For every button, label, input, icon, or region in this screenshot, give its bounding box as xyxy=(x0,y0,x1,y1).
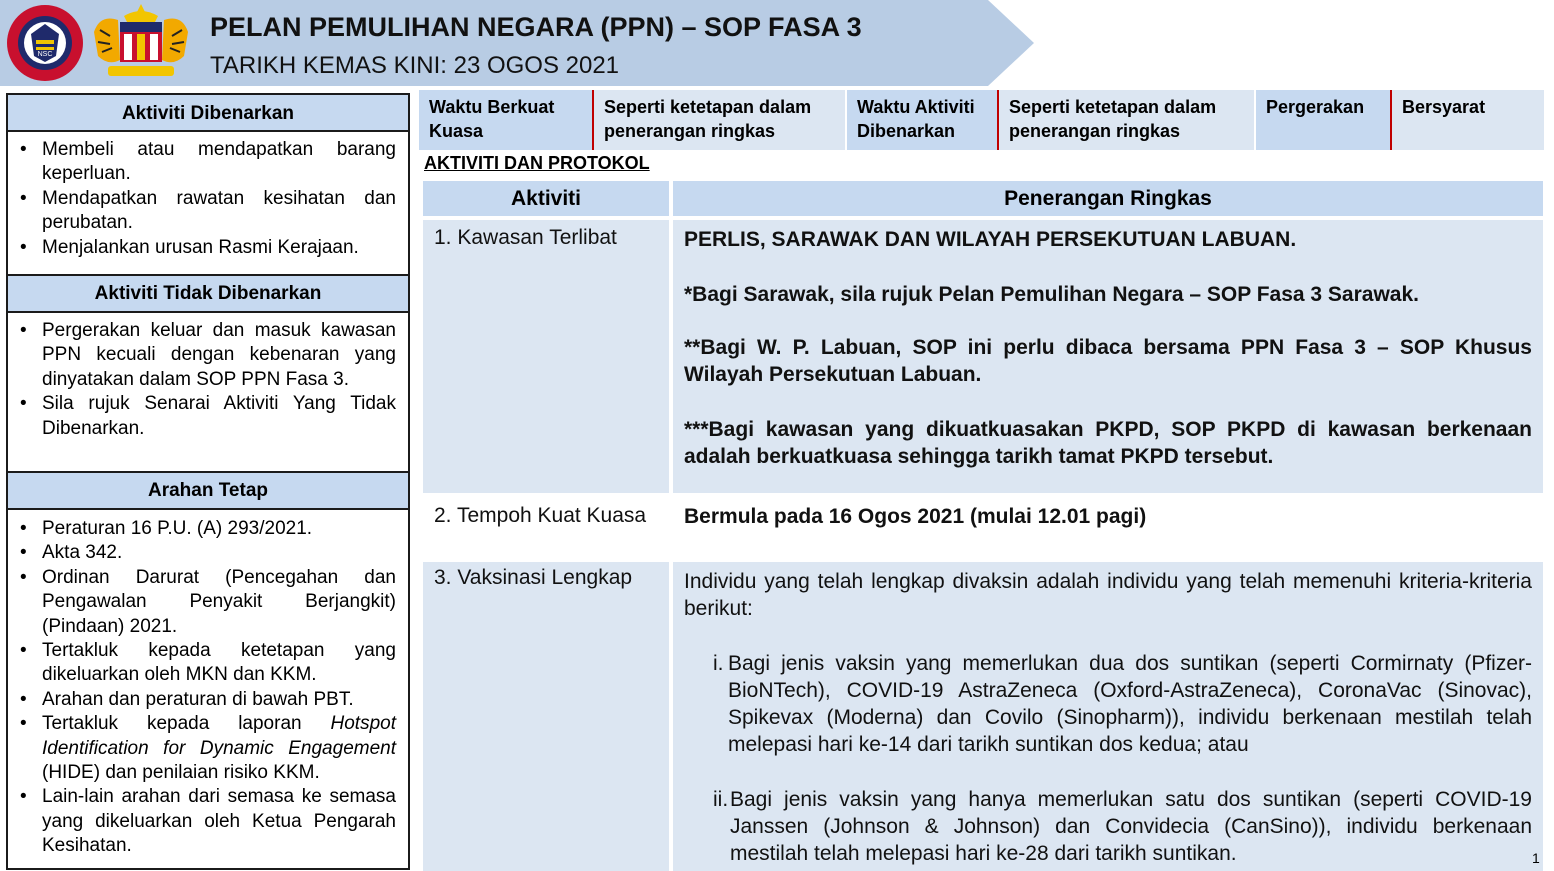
section-title: AKTIVITI DAN PROTOKOL xyxy=(424,153,650,173)
svg-text:NSC: NSC xyxy=(37,51,53,58)
list-item: • Peraturan 16 P.U. (A) 293/2021. xyxy=(8,517,408,541)
aktiviti-dibenarkan-heading: Aktiviti Dibenarkan xyxy=(8,95,408,132)
table-row xyxy=(423,562,669,871)
waktu-aktiviti-value: Seperti ketetapan dalam penerangan ringkas xyxy=(999,90,1254,150)
roman-i: i. xyxy=(713,652,724,675)
waktu-aktiviti-label: Waktu Aktiviti Dibenarkan xyxy=(847,90,997,150)
kawasan-list: PERLIS, SARAWAK DAN WILAYAH PERSEKUTUAN LABUAN. xyxy=(684,228,1297,251)
vaksin-dua-dos: Bagi jenis vaksin yang memerlukan dua dos suntikan (seperti Cormirnaty (Pfizer-BioNTech), COVID-19 AstraZeneca (Oxford-AstraZeneca), CoronaVac (Sinovac), Spikevax (Moderna) dan Covilo (Sinopharm)), individu berkenaan mestilah telah melepasi hari ke-14 dari tarikh suntikan dos kedua; atau xyxy=(728,652,1532,756)
list-item-hide: • Tertakluk kepada laporan Hotspot Identification for Dynamic Engagement (HIDE) dan penilaian risiko KKM. xyxy=(8,712,408,785)
note-pkpd: ***Bagi kawasan yang dikuatkuasakan PKPD, SOP PKPD di kawasan berkenaan adalah berkuatkuasa sehingga tarikh tamat PKPD tersebut. xyxy=(684,418,1532,468)
aktiviti-dibenarkan-list xyxy=(8,138,408,260)
list-item: • Arahan dan peraturan di bawah PBT. xyxy=(8,688,408,712)
row-label-tempoh: 2. Tempoh Kuat Kuasa xyxy=(434,504,647,527)
waktu-berkuat-kuasa-label: Waktu Berkuat Kuasa xyxy=(419,90,592,150)
tempoh-value: Bermula pada 16 Ogos 2021 (mulai 12.01 pagi) xyxy=(684,505,1147,528)
nsc-logo xyxy=(6,4,84,82)
list-item: • Tertakluk kepada ketetapan yang dikeluarkan oleh MKN dan KKM. xyxy=(8,639,408,688)
list-item: • Ordinan Darurat (Pencegahan dan Pengawalan Penyakit Berjangkit) (Pindaan) 2021. xyxy=(8,566,408,639)
vaksin-satu-dos: Bagi jenis vaksin yang hanya memerlukan satu dos suntikan (seperti COVID-19 Janssen (Johnson & Johnson) dan Convidecia (CanSino)), individu berkenaan mestilah telah melepasi hari ke-28 dari tarikh suntikan. xyxy=(730,788,1532,865)
row-label-kawasan: 1. Kawasan Terlibat xyxy=(434,226,617,249)
page-number: 1 xyxy=(1532,850,1540,866)
arahan-tetap-heading: Arahan Tetap xyxy=(8,473,408,510)
hide-italic-text: Hotspot Identification for Dynamic Engagement xyxy=(42,713,396,759)
list-item: • Sila rujuk Senarai Aktiviti Yang Tidak Dibenarkan. xyxy=(8,392,408,441)
list-item: • Lain-lain arahan dari semasa ke semasa yang dikeluarkan oleh Ketua Pengarah Kesihatan. xyxy=(8,785,408,858)
note-sarawak: *Bagi Sarawak, sila rujuk Pelan Pemulihan Negara – SOP Fasa 3 Sarawak. xyxy=(684,283,1419,306)
update-date: TARIKH KEMAS KINI: 23 OGOS 2021 xyxy=(210,52,620,79)
row-label-vaksinasi: 3. Vaksinasi Lengkap xyxy=(434,566,633,589)
page-title: PELAN PEMULIHAN NEGARA (PPN) – SOP FASA 3 xyxy=(210,12,862,42)
roman-ii: ii. xyxy=(713,788,729,811)
pergerakan-value: Bersyarat xyxy=(1392,90,1544,150)
list-item: • Akta 342. xyxy=(8,541,408,565)
col-header-penerangan: Penerangan Ringkas xyxy=(673,181,1543,216)
col-header-aktiviti: Aktiviti xyxy=(423,181,669,216)
aktiviti-tidak-dibenarkan-list xyxy=(8,319,408,441)
note-labuan: **Bagi W. P. Labuan, SOP ini perlu dibaca bersama PPN Fasa 3 – SOP Khusus Wilayah Persekutuan Labuan. xyxy=(684,336,1532,386)
pergerakan-label: Pergerakan xyxy=(1256,90,1390,150)
arahan-tetap-list xyxy=(8,517,408,859)
list-item: • Pergerakan keluar dan masuk kawasan PPN kecuali dengan kebenaran yang dinyatakan dalam SOP PPN Fasa 3. xyxy=(8,319,408,392)
list-item: • Mendapatkan rawatan kesihatan dan perubatan. xyxy=(8,187,408,236)
table-row xyxy=(423,220,669,493)
malaysia-crest-logo xyxy=(86,2,196,84)
aktiviti-tidak-dibenarkan-heading: Aktiviti Tidak Dibenarkan xyxy=(8,276,408,313)
list-item: • Membeli atau mendapatkan barang keperluan. xyxy=(8,138,408,187)
vaksinasi-intro: Individu yang telah lengkap divaksin adalah individu yang telah memenuhi kriteria-kriteria berikut: xyxy=(684,570,1532,620)
list-item: • Menjalankan urusan Rasmi Kerajaan. xyxy=(8,236,408,260)
waktu-berkuat-kuasa-value: Seperti ketetapan dalam penerangan ringkas xyxy=(594,90,845,150)
left-panel xyxy=(6,93,410,870)
